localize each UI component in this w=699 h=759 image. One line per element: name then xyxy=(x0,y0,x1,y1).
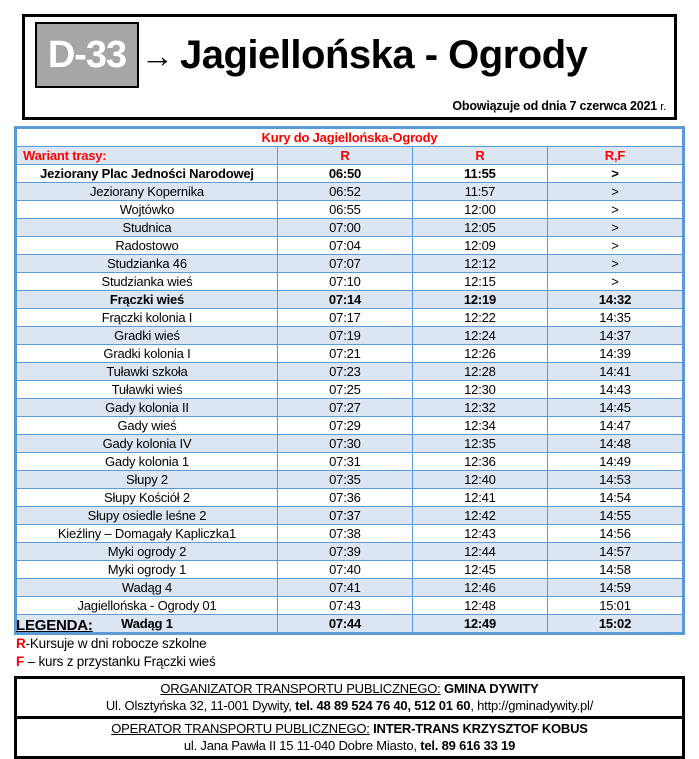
table-row xyxy=(17,219,683,237)
stop-name: Wojtówko xyxy=(17,201,278,219)
departure-time: 14:48 xyxy=(547,435,682,453)
variant-col-2: R xyxy=(412,147,547,165)
stop-name: Studnica xyxy=(17,219,278,237)
departure-time: 11:57 xyxy=(412,183,547,201)
departure-time: 12:43 xyxy=(412,525,547,543)
valid-from-note xyxy=(452,99,666,113)
departure-time: 07:37 xyxy=(277,507,412,525)
departure-time: 12:09 xyxy=(412,237,547,255)
organizer-line-2 xyxy=(17,697,682,714)
departure-time: 12:46 xyxy=(412,579,547,597)
departure-time: 07:40 xyxy=(277,561,412,579)
timetable xyxy=(16,128,683,633)
stop-name: Radostowo xyxy=(17,237,278,255)
departure-time: 12:44 xyxy=(412,543,547,561)
table-row xyxy=(17,597,683,615)
departure-time: 12:45 xyxy=(412,561,547,579)
page-title: Jagiellońska - Ogrody xyxy=(180,33,588,77)
line-number-badge: D-33 xyxy=(35,22,139,88)
departure-time: 12:19 xyxy=(412,291,547,309)
departure-time: 07:21 xyxy=(277,345,412,363)
organizer-label: ORGANIZATOR TRANSPORTU PUBLICZNEGO: xyxy=(160,681,441,696)
stop-name: Gradki kolonia I xyxy=(17,345,278,363)
departure-time: 12:30 xyxy=(412,381,547,399)
operator-label: OPERATOR TRANSPORTU PUBLICZNEGO: xyxy=(111,721,370,736)
timetable-container xyxy=(14,126,685,635)
legend-item-f xyxy=(16,653,685,670)
departure-time: 12:32 xyxy=(412,399,547,417)
departure-time: 07:36 xyxy=(277,489,412,507)
table-row xyxy=(17,273,683,291)
variant-col-3: R,F xyxy=(547,147,682,165)
departure-time: > xyxy=(547,183,682,201)
departure-time: 15:02 xyxy=(547,615,682,633)
departure-time: 12:49 xyxy=(412,615,547,633)
departure-time: 07:30 xyxy=(277,435,412,453)
departure-time: 12:41 xyxy=(412,489,547,507)
departure-time: 14:53 xyxy=(547,471,682,489)
right-arrow-icon: → xyxy=(141,36,174,74)
departure-time: 07:35 xyxy=(277,471,412,489)
variant-col-1: R xyxy=(277,147,412,165)
variant-header-row xyxy=(17,147,683,165)
table-row xyxy=(17,291,683,309)
stop-name: Gady wieś xyxy=(17,417,278,435)
departure-time: 07:41 xyxy=(277,579,412,597)
departure-time: 12:40 xyxy=(412,471,547,489)
organizer-section xyxy=(17,679,682,716)
departure-time: 07:39 xyxy=(277,543,412,561)
departure-time: > xyxy=(547,273,682,291)
stop-name: Kieźliny – Domagały Kapliczka1 xyxy=(17,525,278,543)
organizer-phone: tel. 48 89 524 76 40, 512 01 60 xyxy=(295,698,471,713)
departure-time: 07:17 xyxy=(277,309,412,327)
stop-name: Myki ogrody 1 xyxy=(17,561,278,579)
departure-time: 07:43 xyxy=(277,597,412,615)
table-row xyxy=(17,255,683,273)
departure-time: 06:55 xyxy=(277,201,412,219)
departure-time: 06:50 xyxy=(277,165,412,183)
departure-time: 07:14 xyxy=(277,291,412,309)
table-row xyxy=(17,579,683,597)
timetable-body xyxy=(17,129,683,633)
stop-name: Gady kolonia II xyxy=(17,399,278,417)
stop-name: Wadąg 1 xyxy=(17,615,278,633)
departure-time: 07:25 xyxy=(277,381,412,399)
legend-mark-f: F xyxy=(16,654,25,669)
stop-name: Myki ogrody 2 xyxy=(17,543,278,561)
legend-mark-r: R xyxy=(16,636,26,651)
table-row xyxy=(17,543,683,561)
operator-section xyxy=(17,716,682,756)
departure-time: > xyxy=(547,201,682,219)
legend-text-r: -Kursuje w dni robocze szkolne xyxy=(25,636,207,651)
departure-time: 12:00 xyxy=(412,201,547,219)
departure-time: 12:12 xyxy=(412,255,547,273)
departure-time: 07:31 xyxy=(277,453,412,471)
table-row xyxy=(17,309,683,327)
departure-time: 14:59 xyxy=(547,579,682,597)
stop-name: Jeziorany Plac Jedności Narodowej xyxy=(17,165,278,183)
departure-time: 12:42 xyxy=(412,507,547,525)
table-row xyxy=(17,435,683,453)
table-row xyxy=(17,201,683,219)
stop-name: Gady kolonia 1 xyxy=(17,453,278,471)
departure-time: 14:58 xyxy=(547,561,682,579)
departure-time: 07:10 xyxy=(277,273,412,291)
stop-name: Frączki wieś xyxy=(17,291,278,309)
departure-time: > xyxy=(547,237,682,255)
departure-time: 07:04 xyxy=(277,237,412,255)
departure-time: 12:28 xyxy=(412,363,547,381)
organizer-website: , http://gminadywity.pl/ xyxy=(470,698,594,713)
departure-time: 06:52 xyxy=(277,183,412,201)
departure-time: 14:55 xyxy=(547,507,682,525)
departure-time: > xyxy=(547,255,682,273)
table-row xyxy=(17,489,683,507)
departure-time: > xyxy=(547,165,682,183)
departure-time: 12:24 xyxy=(412,327,547,345)
table-row xyxy=(17,165,683,183)
legend-item-r xyxy=(16,635,685,652)
table-row xyxy=(17,471,683,489)
departure-time: 14:56 xyxy=(547,525,682,543)
organizer-line-1 xyxy=(17,680,682,697)
operator-phone: tel. 89 616 33 19 xyxy=(420,738,516,753)
stop-name: Słupy Kościół 2 xyxy=(17,489,278,507)
departure-time: 07:00 xyxy=(277,219,412,237)
departure-time: 15:01 xyxy=(547,597,682,615)
departure-time: 14:32 xyxy=(547,291,682,309)
organizer-name: GMINA DYWITY xyxy=(444,681,539,696)
stop-name: Tuławki szkoła xyxy=(17,363,278,381)
timetable-title: Kury do Jagiellońska-Ogrody xyxy=(17,129,683,147)
table-row xyxy=(17,399,683,417)
table-row xyxy=(17,417,683,435)
variant-label: Wariant trasy: xyxy=(17,147,278,165)
valid-from-text: Obowiązuje od dnia 7 czerwca 2021 xyxy=(452,99,657,113)
stop-name: Słupy 2 xyxy=(17,471,278,489)
table-row xyxy=(17,345,683,363)
departure-time: 12:34 xyxy=(412,417,547,435)
legend xyxy=(14,617,685,671)
poster-footer xyxy=(14,676,685,759)
poster-header xyxy=(22,14,677,120)
departure-time: 14:47 xyxy=(547,417,682,435)
departure-time: 07:38 xyxy=(277,525,412,543)
departure-time: 07:23 xyxy=(277,363,412,381)
departure-time: 11:55 xyxy=(412,165,547,183)
departure-time: > xyxy=(547,219,682,237)
departure-time: 12:26 xyxy=(412,345,547,363)
departure-time: 14:54 xyxy=(547,489,682,507)
departure-time: 07:29 xyxy=(277,417,412,435)
departure-time: 14:35 xyxy=(547,309,682,327)
stop-name: Jagiellońska - Ogrody 01 xyxy=(17,597,278,615)
table-row xyxy=(17,327,683,345)
valid-from-suffix: r. xyxy=(660,101,666,113)
table-row xyxy=(17,525,683,543)
table-row xyxy=(17,561,683,579)
legend-text-f: – kurs z przystanku Frączki wieś xyxy=(24,654,216,669)
timetable-title-row xyxy=(17,129,683,147)
departure-time: 12:22 xyxy=(412,309,547,327)
departure-time: 14:37 xyxy=(547,327,682,345)
departure-time: 12:35 xyxy=(412,435,547,453)
departure-time: 14:49 xyxy=(547,453,682,471)
departure-time: 07:19 xyxy=(277,327,412,345)
departure-time: 14:57 xyxy=(547,543,682,561)
operator-name: INTER-TRANS KRZYSZTOF KOBUS xyxy=(373,721,588,736)
table-row xyxy=(17,507,683,525)
operator-address: ul. Jana Pawła II 15 11-040 Dobre Miasto, xyxy=(183,738,417,753)
departure-time: 07:07 xyxy=(277,255,412,273)
departure-time: 12:36 xyxy=(412,453,547,471)
departure-time: 12:15 xyxy=(412,273,547,291)
departure-time: 07:27 xyxy=(277,399,412,417)
departure-time: 12:05 xyxy=(412,219,547,237)
legend-title: LEGENDA: xyxy=(16,617,93,634)
departure-time: 14:39 xyxy=(547,345,682,363)
table-row xyxy=(17,453,683,471)
departure-time: 14:43 xyxy=(547,381,682,399)
departure-time: 07:44 xyxy=(277,615,412,633)
operator-line-2 xyxy=(17,737,682,754)
stop-name: Jeziorany Kopernika xyxy=(17,183,278,201)
departure-time: 12:48 xyxy=(412,597,547,615)
stop-name: Tuławki wieś xyxy=(17,381,278,399)
line-title-row xyxy=(25,17,674,89)
organizer-address: Ul. Olsztyńska 32, 11-001 Dywity, xyxy=(105,698,292,713)
table-row xyxy=(17,183,683,201)
table-row xyxy=(17,381,683,399)
stop-name: Frączki kolonia I xyxy=(17,309,278,327)
stop-name: Gady kolonia IV xyxy=(17,435,278,453)
departure-time: 14:41 xyxy=(547,363,682,381)
stop-name: Słupy osiedle leśne 2 xyxy=(17,507,278,525)
table-row xyxy=(17,363,683,381)
stop-name: Gradki wieś xyxy=(17,327,278,345)
stop-name: Studzianka wieś xyxy=(17,273,278,291)
stop-name: Studzianka 46 xyxy=(17,255,278,273)
operator-line-1 xyxy=(17,720,682,737)
table-row xyxy=(17,237,683,255)
stop-name: Wadąg 4 xyxy=(17,579,278,597)
departure-time: 14:45 xyxy=(547,399,682,417)
